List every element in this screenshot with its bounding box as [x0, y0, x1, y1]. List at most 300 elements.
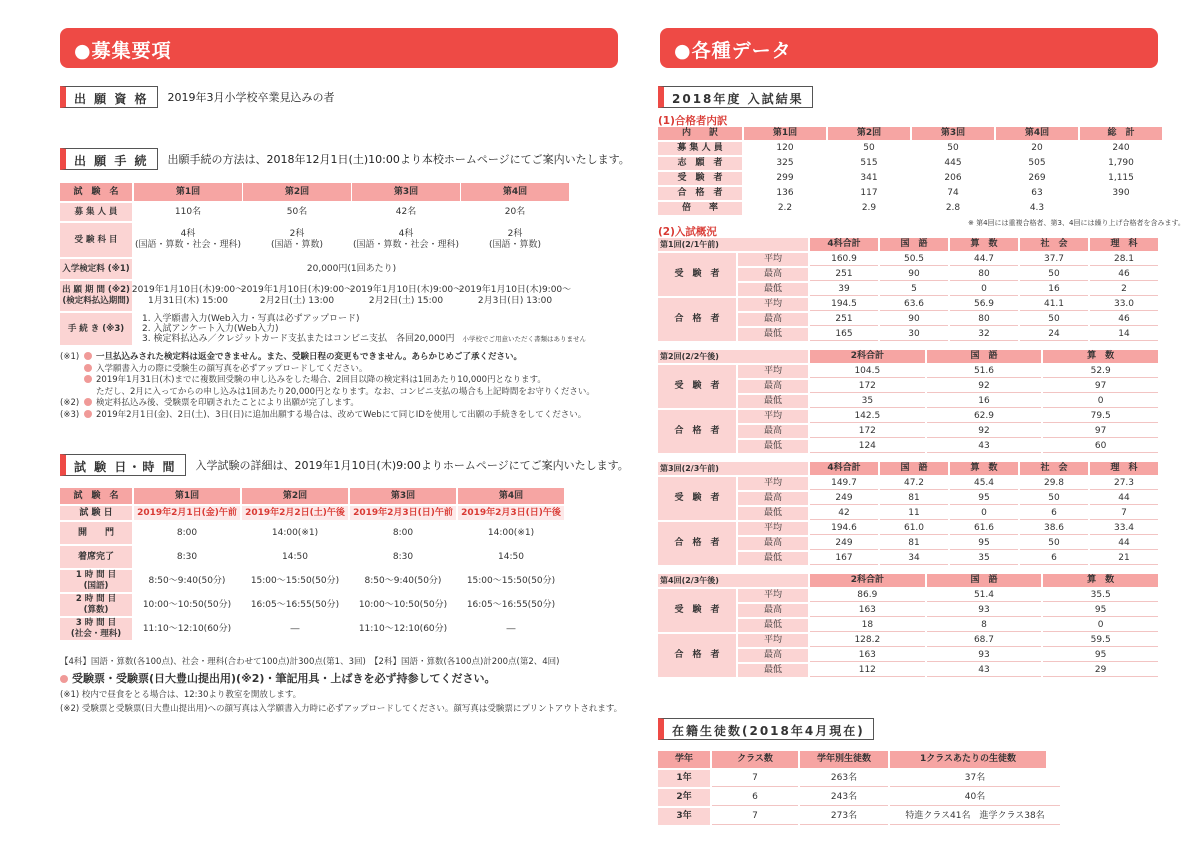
table-cell: 42: [810, 507, 878, 520]
table-cell: 167: [810, 552, 878, 565]
table-cell: 40名: [890, 789, 1060, 806]
right-banner: ●各種データ: [660, 28, 1158, 68]
table-cell: 8:50〜9:40(50分): [364, 576, 442, 586]
bullet-icon: [60, 675, 68, 683]
table-header-cell: 算 数: [950, 238, 1018, 251]
table-cell: 8:30: [392, 552, 414, 562]
row-label: 受 験 科 目: [60, 223, 132, 257]
table-cell: 20,000円(1回あたり): [306, 264, 397, 274]
procedure-line: 2. 入試アンケート入力(Web入力): [142, 324, 279, 334]
table-cell: 35.5: [1043, 589, 1158, 602]
schedule-text: 入学試験の詳細は、2019年1月10日(木)9:00よりホームページにてご案内いたします。: [195, 459, 629, 472]
table-cell: 56.9: [950, 298, 1018, 311]
table-cell: 11:10〜12:10(60分): [358, 624, 448, 634]
table-header-cell: 算 数: [950, 462, 1018, 475]
table-cell: 93: [927, 604, 1042, 617]
table-header-cell: 算 数: [1043, 574, 1158, 587]
table-cell: 79.5: [1043, 410, 1158, 423]
table-cell: 299: [776, 173, 794, 183]
table-header-cell: 国 語: [927, 350, 1042, 363]
table-header-cell: 第2回: [242, 488, 348, 504]
overview-title: 第1回(2/1午前): [658, 238, 808, 251]
row-key: 平均: [738, 634, 808, 647]
table-cell: 4.3: [1029, 203, 1045, 213]
table-cell: 81: [880, 537, 948, 550]
row-label: 2 時 間 目 (算数): [60, 594, 132, 616]
table-header-cell: 2科合計: [810, 574, 925, 587]
table-cell: 41.1: [1020, 298, 1088, 311]
table-cell: 14:50: [498, 552, 524, 562]
row-label: 1 時 間 目 (国語): [60, 570, 132, 592]
row-key: 平均: [738, 589, 808, 602]
note-mark: (※1): [60, 352, 80, 362]
table-cell: 8: [927, 619, 1042, 632]
note-text: 2019年2月1日(金)、2日(土)、3日(日)に追加出願する場合は、改めてWebにて同じIDを使用して出願の手続きをしてください。: [96, 409, 587, 420]
row-key: 平均: [738, 410, 808, 423]
row-key: 最高: [738, 537, 808, 550]
table-cell: 15:00〜15:50(50分): [466, 576, 556, 586]
table-cell: 8:30: [176, 552, 198, 562]
table-cell: 10:00〜10:50(50分): [358, 600, 448, 610]
schedule-label: 試 験 日・時 間: [60, 454, 186, 476]
table-cell: 11:10〜12:10(60分): [142, 624, 232, 634]
table-cell: 0: [950, 283, 1018, 296]
table-cell: 42名: [395, 207, 417, 217]
bullet-icon: [84, 410, 92, 418]
table-cell: 52.9: [1043, 365, 1158, 378]
table-cell: 7: [712, 770, 798, 787]
table-cell: 249: [810, 537, 878, 550]
row-label: 入学検定料 (※1): [60, 259, 132, 279]
table-cell: 63: [1031, 188, 1043, 198]
table-cell: 44: [1090, 537, 1158, 550]
procedure-label: 出 願 手 続: [60, 148, 158, 170]
table-cell: 243名: [800, 789, 888, 806]
table-header-cell: 理 科: [1090, 238, 1158, 251]
table-cell: 2019年2月1日(金)午前: [134, 506, 240, 520]
table-cell: 128.2: [810, 634, 925, 647]
table-cell: 50: [863, 143, 875, 153]
table-cell: 39: [810, 283, 878, 296]
table-cell: 249: [810, 492, 878, 505]
row-label: 開 門: [60, 522, 132, 544]
row-key: 平均: [738, 477, 808, 490]
table-header-cell: 試 験 名: [60, 488, 132, 504]
note-line: [60, 396, 359, 408]
table-cell: 194.6: [810, 522, 878, 535]
table-cell: 61.6: [950, 522, 1018, 535]
table-cell: 11: [880, 507, 948, 520]
table-cell: 27.3: [1090, 477, 1158, 490]
table-header-cell: 社 会: [1020, 462, 1088, 475]
table-cell: 8:50〜9:40(50分): [148, 576, 226, 586]
table-cell: 6: [712, 789, 798, 806]
table-cell: 172: [810, 425, 925, 438]
table-cell: 16:05〜16:55(50分): [466, 600, 556, 610]
table-cell: 93: [927, 649, 1042, 662]
table-cell: 90: [880, 268, 948, 281]
table-cell: 16:05〜16:55(50分): [250, 600, 340, 610]
table-cell: 35: [950, 552, 1018, 565]
row-label: 合 格 者: [658, 187, 742, 200]
table-cell: 2科 (国語・算数): [488, 228, 542, 250]
table-cell: 21: [1090, 552, 1158, 565]
table-cell: 2019年1月10日(木)9:00〜 2月3日(日) 13:00: [458, 284, 572, 306]
table-cell: 269: [1028, 173, 1046, 183]
table-cell: 46: [1090, 313, 1158, 326]
table-cell: 50: [947, 143, 959, 153]
table-cell: 95: [950, 492, 1018, 505]
row-label: 手 続 き (※3): [60, 313, 132, 345]
table-header-cell: 第4回: [458, 488, 564, 504]
table-header-cell: 第1回: [744, 127, 826, 140]
table-cell: 1,790: [1108, 158, 1134, 168]
table-cell: 59.5: [1043, 634, 1158, 647]
table-cell: 95: [1043, 649, 1158, 662]
table-cell: 2019年1月10日(木)9:00〜 2月2日(土) 13:00: [240, 284, 354, 306]
table-cell: 90: [880, 313, 948, 326]
table-cell: 34: [880, 552, 948, 565]
table-cell: 37名: [890, 770, 1060, 787]
note-text: 一旦払込みされた検定料は返金できません。また、受験日程の変更もできません。あらかじめご了承ください。: [96, 352, 523, 362]
table-cell: 2019年1月10日(木)9:00〜 2月2日(土) 15:00: [349, 284, 463, 306]
table-header-cell: 第2回: [828, 127, 910, 140]
note-mark: (※3): [60, 409, 80, 420]
table-header-cell: 学年: [658, 751, 710, 768]
table-cell: 43: [927, 664, 1042, 677]
table-header-cell: 第3回: [912, 127, 994, 140]
table-cell: 124: [810, 440, 925, 453]
table-cell: 0: [1043, 395, 1158, 408]
group-label: 合 格 者: [658, 522, 736, 565]
table-cell: 7: [712, 808, 798, 825]
table-cell: 74: [947, 188, 959, 198]
bullet-icon: [84, 375, 92, 383]
qualification-head: [60, 86, 335, 108]
table-cell: 445: [944, 158, 962, 168]
qualification-label: 出 願 資 格: [60, 86, 158, 108]
table-cell: 110名: [174, 207, 202, 217]
row-key: 最低: [738, 283, 808, 296]
procedure-line: 1. 入学願書入力(Web入力・写真は必ずアップロード): [142, 314, 360, 324]
table-cell: 8:00: [392, 528, 414, 538]
row-label: 試 験 日: [60, 506, 132, 520]
bullet-icon: [84, 352, 92, 360]
table-header-cell: 理 科: [1090, 462, 1158, 475]
table-cell: 50: [1020, 268, 1088, 281]
table-cell: 16: [1020, 283, 1088, 296]
table-cell: ―: [506, 624, 516, 634]
table-cell: 32: [950, 328, 1018, 341]
footnote-1: (※1) 校内で昼食をとる場合は、12:30より教室を開放します。: [60, 690, 302, 700]
procedure-small-note: 小学校でご用意いただく書類はありません: [462, 335, 586, 343]
table-header-cell: 総 計: [1080, 127, 1162, 140]
table-header-cell: 第1回: [134, 488, 240, 504]
bullet-icon: [84, 398, 92, 406]
group-label: 合 格 者: [658, 634, 736, 677]
note-text: ただし、2月に入ってからの申し込みは1回あたり20,000円となります。なお、コンビニ支払の場合も上記時間をお守りください。: [96, 386, 595, 397]
row-key: 最低: [738, 619, 808, 632]
group-label: 合 格 者: [658, 298, 736, 341]
table-cell: 14:00(※1): [487, 528, 535, 538]
row-key: 最高: [738, 649, 808, 662]
table-cell: 50名: [286, 207, 308, 217]
row-key: 最高: [738, 604, 808, 617]
row-key: 最低: [738, 440, 808, 453]
table-cell: 7: [1090, 507, 1158, 520]
row-key: 最高: [738, 425, 808, 438]
table-cell: 10:00〜10:50(50分): [142, 600, 232, 610]
table-cell: 2019年2月3日(日)午後: [458, 506, 564, 520]
table-cell: 5: [880, 283, 948, 296]
table-cell: 46: [1090, 268, 1158, 281]
note-line: [60, 408, 586, 420]
breakdown-note: ※ 第4回には重複合格者、第3、4回には繰り上げ合格者を含みます。: [968, 219, 1185, 227]
note-line: [60, 362, 367, 374]
table-header-cell: 第3回: [350, 488, 456, 504]
table-header-cell: 2科合計: [810, 350, 925, 363]
table-cell: 97: [1043, 425, 1158, 438]
table-cell: 4科 (国語・算数・社会・理科): [134, 228, 242, 250]
table-cell: 6: [1020, 552, 1088, 565]
table-cell: 2科 (国語・算数): [270, 228, 324, 250]
table-cell: 341: [860, 173, 878, 183]
table-cell: 136: [776, 188, 794, 198]
table-cell: 149.7: [810, 477, 878, 490]
table-cell: 29.8: [1020, 477, 1088, 490]
table-cell: 163: [810, 604, 925, 617]
overview-title: 第3回(2/3午前): [658, 462, 808, 475]
note-line: [60, 385, 595, 397]
table-cell: 特進クラス41名 進学クラス38名: [890, 808, 1060, 825]
table-cell: 33.4: [1090, 522, 1158, 535]
table-cell: 33.0: [1090, 298, 1158, 311]
table-cell: 20: [1031, 143, 1043, 153]
table-cell: 4科 (国語・算数・社会・理科): [352, 228, 460, 250]
group-label: 合 格 者: [658, 410, 736, 453]
results-head-label: 2018年度 入試結果: [658, 86, 813, 108]
table-cell: 30: [880, 328, 948, 341]
row-label: 志 願 者: [658, 157, 742, 170]
table-cell: 14:50: [282, 552, 308, 562]
row-key: 最低: [738, 507, 808, 520]
table-cell: 120: [776, 143, 794, 153]
table-cell: 515: [860, 158, 878, 168]
table-cell: 2.2: [777, 203, 793, 213]
sub-overview: (2)入試概況: [658, 226, 717, 238]
row-key: 最高: [738, 492, 808, 505]
table-cell: 325: [776, 158, 794, 168]
table-cell: 45.4: [950, 477, 1018, 490]
table-cell: 81: [880, 492, 948, 505]
group-label: 受 験 者: [658, 253, 736, 296]
row-label: 1年: [658, 770, 710, 787]
overview-title: 第4回(2/3午後): [658, 574, 808, 587]
table-cell: 14:00(※1): [271, 528, 319, 538]
table-cell: 37.7: [1020, 253, 1088, 266]
table-header-cell: 第3回: [352, 183, 460, 201]
overview-title: 第2回(2/2午後): [658, 350, 808, 363]
table-cell: 51.4: [927, 589, 1042, 602]
table-cell: 251: [810, 268, 878, 281]
table-header-cell: 国 語: [927, 574, 1042, 587]
table-cell: 8:00: [176, 528, 198, 538]
results-head: [658, 86, 813, 108]
table-cell: 92: [927, 380, 1042, 393]
table-cell: 51.6: [927, 365, 1042, 378]
table-cell: 2.9: [861, 203, 877, 213]
table-cell: 43: [927, 440, 1042, 453]
table-header-cell: 第1回: [134, 183, 242, 201]
table-cell: 95: [1043, 604, 1158, 617]
table-cell: 50: [1020, 313, 1088, 326]
row-key: 最高: [738, 380, 808, 393]
row-label: 倍 率: [658, 202, 742, 215]
row-label: 募 集 人 員: [60, 203, 132, 221]
table-cell: 160.9: [810, 253, 878, 266]
table-cell: 390: [1112, 188, 1130, 198]
row-key: 平均: [738, 298, 808, 311]
table-cell: 112: [810, 664, 925, 677]
schedule-head: [60, 454, 629, 476]
procedure-line: 3. 検定料払込み／クレジットカード支払またはコンビニ支払 各回20,000円 小学校でご用意いただく書類はありません: [142, 334, 586, 344]
table-header-cell: 内 訳: [658, 127, 742, 140]
row-key: 平均: [738, 522, 808, 535]
group-label: 受 験 者: [658, 365, 736, 408]
table-cell: 0: [1043, 619, 1158, 632]
table-cell: 68.7: [927, 634, 1042, 647]
footnote-2: (※2) 受験票と受験票(日大豊山提出用)への顔写真は入学願書入力時に必ずアップロードしてください。顔写真は受験票にプリントアウトされます。: [60, 704, 623, 714]
table-cell: 80: [950, 313, 1018, 326]
table-cell: 104.5: [810, 365, 925, 378]
table-cell: ―: [290, 624, 300, 634]
row-key: 最低: [738, 328, 808, 341]
table-cell: 50.5: [880, 253, 948, 266]
table-cell: 47.2: [880, 477, 948, 490]
table-cell: 18: [810, 619, 925, 632]
table-cell: 16: [927, 395, 1042, 408]
table-cell: 60: [1043, 440, 1158, 453]
table-cell: 15:00〜15:50(50分): [250, 576, 340, 586]
table-cell: 35: [810, 395, 925, 408]
table-cell: 80: [950, 268, 1018, 281]
table-cell: 142.5: [810, 410, 925, 423]
row-label: 3年: [658, 808, 710, 825]
table-cell: 62.9: [927, 410, 1042, 423]
table-cell: 0: [950, 507, 1018, 520]
table-cell: 165: [810, 328, 878, 341]
table-header-cell: クラス数: [712, 751, 798, 768]
row-label: 3 時 間 目 (社会・理科): [60, 618, 132, 640]
table-cell: 29: [1043, 664, 1158, 677]
table-cell: 2019年1月10日(木)9:00〜 1月31日(木) 15:00: [131, 284, 245, 306]
enroll-head: [658, 718, 874, 740]
table-header-cell: 第2回: [243, 183, 351, 201]
note-text: 2019年1月31日(木)までに複数回受験の申し込みをした場合、2回目以降の検定料は1回あたり10,000円となります。: [96, 375, 546, 385]
table-cell: 44.7: [950, 253, 1018, 266]
enroll-head-label: 在籍生徒数(2018年4月現在): [658, 718, 874, 740]
table-header-cell: 算 数: [1043, 350, 1158, 363]
table-cell: 24: [1020, 328, 1088, 341]
bring-note: [60, 670, 495, 686]
table-header-cell: 第4回: [996, 127, 1078, 140]
row-label: 募 集 人 員: [658, 142, 742, 155]
table-cell: 95: [950, 537, 1018, 550]
bring-note-text: 受験票・受験票(日大豊山提出用)(※2)・筆記用具・上ばきを必ず持参してください。: [72, 672, 496, 685]
row-key: 最高: [738, 268, 808, 281]
note-text: 入学願書入力の際に受験生の顔写真を必ずアップロードしてください。: [96, 363, 368, 374]
table-cell: 6: [1020, 507, 1088, 520]
qualification-text: 2019年3月小学校卒業見込みの者: [167, 91, 335, 104]
table-cell: 20名: [504, 207, 526, 217]
table-cell: 50: [1020, 537, 1088, 550]
table-cell: 194.5: [810, 298, 878, 311]
table-cell: [1080, 202, 1162, 215]
row-label: 出 願 期 間 (※2) (検定料払込期間): [60, 281, 132, 311]
table-cell: 63.6: [880, 298, 948, 311]
procedure-text: 出願手続の方法は、2018年12月1日(土)10:00より本校ホームページにてご案内いたします。: [167, 153, 630, 166]
note-mark: (※2): [60, 398, 80, 408]
table-cell: 2019年2月2日(土)午後: [242, 506, 348, 520]
table-cell: 44: [1090, 492, 1158, 505]
table-header-cell: 1クラスあたりの生徒数: [890, 751, 1046, 768]
note-line: [60, 350, 522, 362]
row-key: 最低: [738, 664, 808, 677]
group-label: 受 験 者: [658, 589, 736, 632]
note-line: [60, 373, 546, 385]
sub-breakdown: (1)合格者内訳: [658, 115, 728, 127]
table-cell: 61.0: [880, 522, 948, 535]
table-cell: 2: [1090, 283, 1158, 296]
table-cell: 97: [1043, 380, 1158, 393]
table-cell: 28.1: [1090, 253, 1158, 266]
table-cell: 117: [860, 188, 878, 198]
table-cell: 505: [1028, 158, 1046, 168]
left-banner: ●募集要項: [60, 28, 618, 68]
table-cell: 206: [944, 173, 962, 183]
table-cell: 251: [810, 313, 878, 326]
note-text: 検定料払込み後、受験票を印刷されたことにより出願が完了します。: [96, 398, 359, 408]
table-cell: 2019年2月3日(日)午前: [350, 506, 456, 520]
subjects-note: 【4科】国語・算数(各100点)、社会・理科(合わせて100点)計300点(第1、3回) 【2科】国語・算数(各100点)計200点(第2、4回): [60, 657, 560, 667]
procedure-lines: [142, 313, 586, 345]
table-cell: 172: [810, 380, 925, 393]
table-header-cell: 第4回: [461, 183, 569, 201]
table-cell: 273名: [800, 808, 888, 825]
row-key: 最低: [738, 395, 808, 408]
table-cell: 92: [927, 425, 1042, 438]
table-header-cell: 学年別生徒数: [800, 751, 888, 768]
table-cell: 240: [1112, 143, 1130, 153]
table-header-cell: 社 会: [1020, 238, 1088, 251]
row-key: 平均: [738, 253, 808, 266]
table-cell: 14: [1090, 328, 1158, 341]
table-header-cell: 国 語: [880, 238, 948, 251]
row-key: 最低: [738, 552, 808, 565]
table-cell: 86.9: [810, 589, 925, 602]
table-header-cell: 4科合計: [810, 462, 878, 475]
row-key: 平均: [738, 365, 808, 378]
table-cell: 50: [1020, 492, 1088, 505]
procedure-head: [60, 148, 630, 170]
group-label: 受 験 者: [658, 477, 736, 520]
table-cell: 1,115: [1108, 173, 1134, 183]
row-label: 2年: [658, 789, 710, 806]
row-label: 着席完了: [60, 546, 132, 568]
row-label: 受 験 者: [658, 172, 742, 185]
table-cell: 2.8: [945, 203, 961, 213]
table-cell: 163: [810, 649, 925, 662]
